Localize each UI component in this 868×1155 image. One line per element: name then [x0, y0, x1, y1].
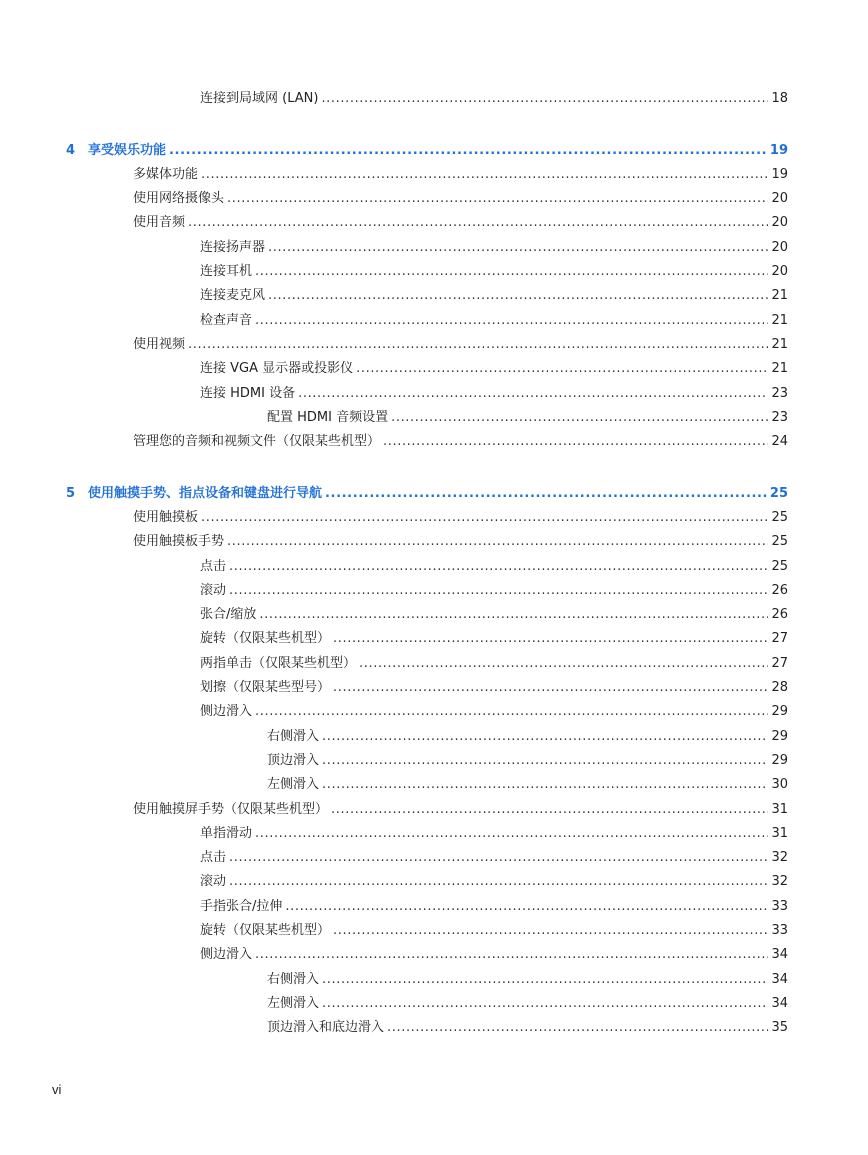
dot-leader	[322, 972, 768, 988]
entry-title: 单指滑动	[200, 825, 253, 841]
dot-leader	[322, 996, 768, 1012]
dot-leader	[169, 143, 767, 159]
entry-page-number: 31	[771, 801, 788, 817]
toc-entry[interactable]	[200, 307, 788, 329]
toc-entry[interactable]	[200, 917, 788, 939]
entry-title: 连接 VGA 显示器或投影仪	[200, 361, 354, 377]
entry-title: 右侧滑入	[267, 728, 320, 744]
entry-title: 使用视频	[133, 336, 186, 352]
dot-leader	[285, 899, 768, 915]
entry-title: 划擦（仅限某些型号）	[200, 680, 331, 695]
entry-page-number: 26	[771, 582, 788, 598]
dot-leader	[201, 167, 768, 183]
entry-page-number: 33	[771, 923, 788, 938]
toc-entry[interactable]	[200, 601, 788, 623]
entry-page-number: 21	[771, 312, 788, 328]
entry-page-number: 21	[771, 288, 788, 304]
entry-page-number: 26	[771, 607, 788, 623]
entry-page-number: 19	[769, 142, 788, 158]
entry-title: 点击	[200, 850, 227, 866]
toc-entry[interactable]	[267, 404, 788, 426]
entry-title: 管理您的音频和视频文件（仅限某些机型）	[133, 434, 381, 450]
entry-title: 连接麦克风	[200, 288, 266, 304]
entry-title: 滚动	[200, 582, 227, 598]
page-number: vi	[52, 1082, 62, 1097]
toc-entry[interactable]	[200, 674, 788, 696]
toc-entry[interactable]	[200, 85, 788, 107]
entry-page-number: 21	[771, 361, 788, 377]
dot-leader	[229, 559, 768, 575]
entry-title: 旋转（仅限某些机型）	[200, 631, 331, 647]
dot-leader	[227, 191, 768, 207]
toc-entry[interactable]	[200, 650, 788, 672]
entry-page-number: 25	[771, 558, 788, 574]
entry-page-number: 27	[771, 631, 788, 647]
dot-leader	[255, 264, 768, 280]
entry-page-number: 23	[771, 385, 788, 401]
toc-entry[interactable]	[133, 528, 788, 550]
entry-page-number: 20	[771, 239, 788, 255]
entry-page-number: 32	[771, 874, 788, 890]
entry-page-number: 34	[771, 947, 788, 963]
toc-entry[interactable]	[200, 282, 788, 304]
dot-leader	[321, 91, 768, 107]
dot-leader	[322, 777, 768, 793]
dot-leader	[201, 510, 768, 526]
dot-leader	[188, 215, 768, 231]
toc-entry[interactable]	[267, 1014, 788, 1036]
dot-leader	[325, 486, 767, 502]
dot-leader	[331, 802, 768, 818]
entry-page-number: 20	[771, 191, 788, 207]
entry-page-number: 25	[771, 509, 788, 525]
toc-entry[interactable]	[133, 428, 788, 450]
chapter-number: 5	[66, 485, 76, 501]
dot-leader	[383, 434, 768, 450]
entry-title: 左侧滑入	[267, 995, 320, 1011]
entry-page-number: 25	[769, 485, 788, 501]
entry-page-number: 19	[771, 166, 788, 182]
dot-leader	[268, 240, 768, 256]
dot-leader	[255, 826, 768, 842]
entry-title: 使用触摸手势、指点设备和键盘进行导航	[88, 485, 323, 501]
entry-title: 使用音频	[133, 215, 186, 231]
chapter-number: 4	[66, 142, 76, 158]
entry-title: 配置 HDMI 音频设置	[267, 409, 389, 425]
entry-title: 两指单击（仅限某些机型）	[200, 655, 357, 671]
entry-page-number: 32	[771, 850, 788, 866]
dot-leader	[188, 337, 768, 353]
toc-entry[interactable]	[200, 698, 788, 720]
entry-page-number: 33	[771, 898, 788, 914]
toc-entry[interactable]	[200, 234, 788, 256]
dot-leader	[333, 680, 768, 696]
entry-title: 享受娱乐功能	[88, 142, 167, 158]
toc-entry[interactable]	[267, 966, 788, 988]
entry-title: 顶边滑入	[267, 752, 320, 768]
entry-title: 右侧滑入	[267, 971, 320, 987]
entry-title: 侧边滑入	[200, 947, 253, 963]
toc-entry[interactable]	[200, 258, 788, 280]
toc-entry[interactable]	[267, 747, 788, 769]
entry-page-number: 35	[771, 1020, 788, 1036]
entry-page-number: 21	[771, 336, 788, 352]
entry-page-number: 25	[771, 534, 788, 550]
toc-entry[interactable]	[133, 504, 788, 526]
entry-title: 侧边滑入	[200, 704, 253, 720]
dot-leader	[322, 753, 768, 769]
dot-leader	[298, 386, 768, 402]
dot-leader	[387, 1020, 768, 1036]
entry-title: 使用网络摄像头	[133, 191, 225, 207]
entry-title: 使用触摸板	[133, 509, 199, 525]
toc-entry[interactable]	[200, 820, 788, 842]
dot-leader	[255, 704, 768, 720]
dot-leader	[229, 850, 768, 866]
entry-title: 滚动	[200, 874, 227, 890]
toc-entry[interactable]	[267, 771, 788, 793]
dot-leader	[255, 947, 768, 963]
entry-page-number: 20	[771, 215, 788, 231]
dot-leader	[255, 313, 768, 329]
entry-page-number: 29	[771, 728, 788, 744]
entry-title: 连接到局域网 (LAN)	[200, 91, 319, 106]
toc-entry[interactable]	[267, 990, 788, 1012]
chapter-entry[interactable]	[66, 480, 788, 502]
dot-leader	[359, 656, 768, 672]
toc-entry[interactable]	[133, 796, 788, 818]
entry-title: 连接扬声器	[200, 239, 266, 255]
entry-page-number: 29	[771, 704, 788, 720]
entry-page-number: 31	[771, 825, 788, 841]
toc-entry[interactable]	[133, 209, 788, 231]
dot-leader	[229, 874, 768, 890]
entry-page-number: 30	[771, 777, 788, 793]
entry-title: 使用触摸屏手势（仅限某些机型）	[133, 801, 329, 817]
toc-entry[interactable]	[267, 723, 788, 745]
toc-entry[interactable]	[200, 553, 788, 575]
dot-leader	[333, 923, 768, 939]
toc-entry[interactable]	[200, 380, 788, 402]
dot-leader	[356, 361, 768, 377]
dot-leader	[229, 583, 768, 599]
dot-leader	[259, 607, 768, 623]
toc-entry[interactable]	[200, 893, 788, 915]
entry-title: 多媒体功能	[133, 166, 199, 182]
entry-page-number: 23	[771, 409, 788, 425]
entry-title: 点击	[200, 558, 227, 574]
entry-page-number: 28	[771, 680, 788, 695]
entry-page-number: 24	[771, 434, 788, 450]
entry-page-number: 34	[771, 971, 788, 987]
chapter-entry[interactable]	[66, 137, 788, 159]
entry-title: 使用触摸板手势	[133, 534, 225, 550]
entry-page-number: 20	[771, 264, 788, 279]
toc-entry[interactable]	[200, 844, 788, 866]
entry-title: 旋转（仅限某些机型）	[200, 923, 331, 938]
toc-entry[interactable]	[200, 577, 788, 599]
toc-entry[interactable]	[200, 625, 788, 647]
dot-leader	[333, 631, 768, 647]
dot-leader	[227, 534, 768, 550]
toc-entry[interactable]	[133, 185, 788, 207]
dot-leader	[322, 729, 768, 745]
toc-entry[interactable]	[133, 161, 788, 183]
toc-entry[interactable]	[200, 868, 788, 890]
toc-entry[interactable]	[200, 941, 788, 963]
entry-page-number: 18	[771, 91, 788, 106]
entry-page-number: 34	[771, 995, 788, 1011]
dot-leader	[391, 410, 768, 426]
entry-title: 检查声音	[200, 312, 253, 328]
toc-entry[interactable]	[133, 331, 788, 353]
entry-page-number: 27	[771, 655, 788, 671]
dot-leader	[268, 288, 768, 304]
toc-entry[interactable]	[200, 355, 788, 377]
entry-title: 手指张合/拉伸	[200, 898, 283, 914]
entry-title: 左侧滑入	[267, 777, 320, 793]
entry-title: 顶边滑入和底边滑入	[267, 1020, 385, 1036]
entry-title: 连接耳机	[200, 264, 253, 279]
entry-title: 连接 HDMI 设备	[200, 385, 296, 401]
entry-page-number: 29	[771, 752, 788, 768]
entry-title: 张合/缩放	[200, 607, 257, 623]
